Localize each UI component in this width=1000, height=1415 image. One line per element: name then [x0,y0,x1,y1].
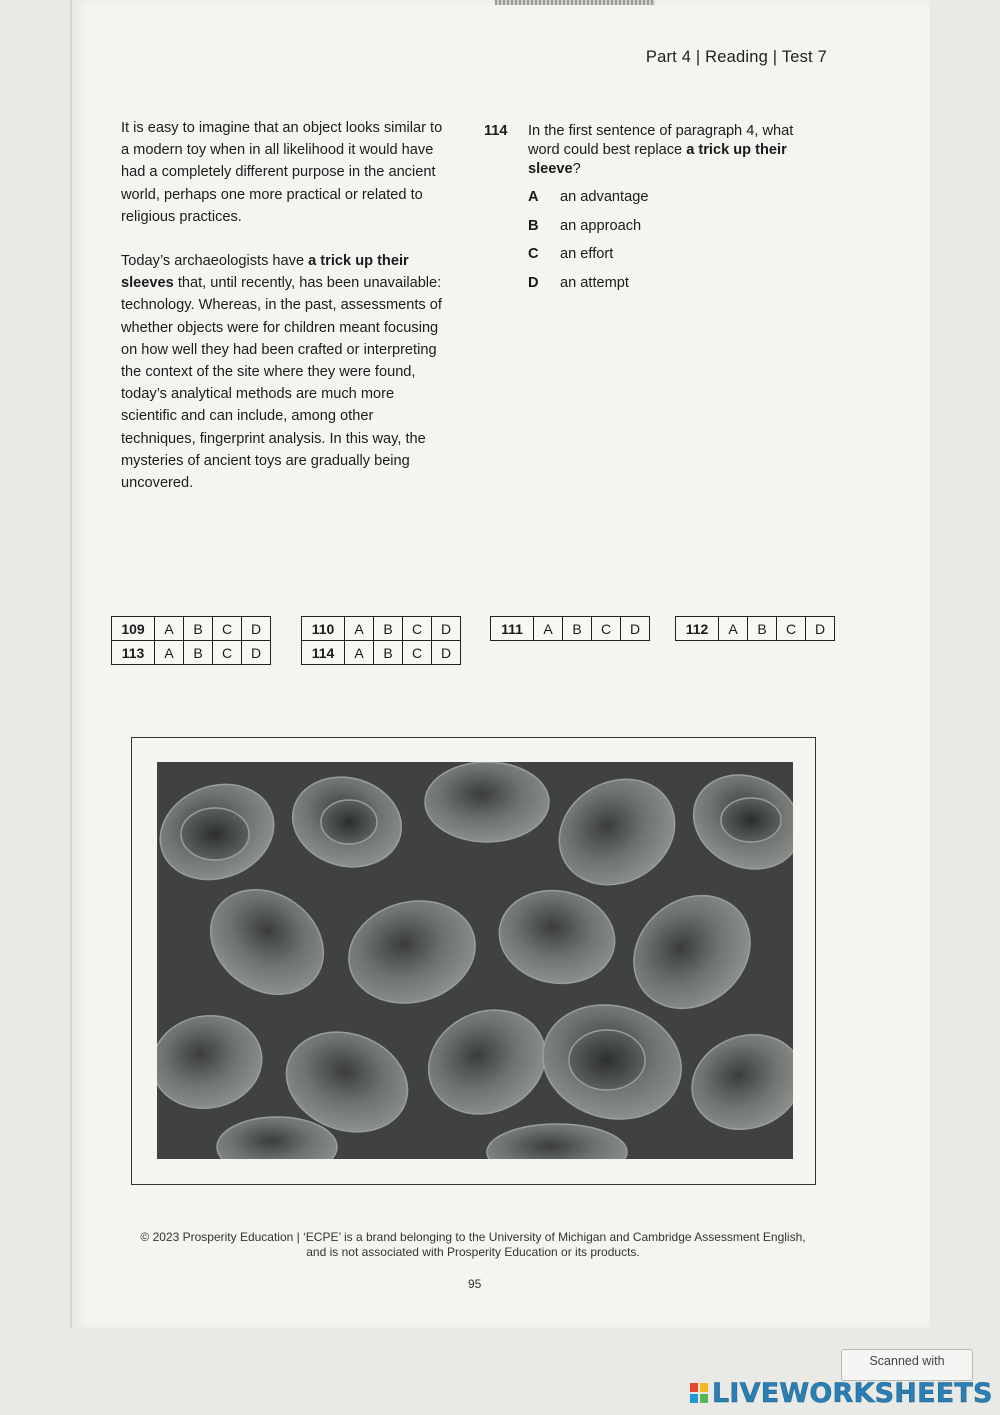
answer-choice-d[interactable]: D [432,641,461,665]
paragraph-2-highlight: a trick up their sleeves [121,253,409,292]
answer-box-group-3 [490,616,650,641]
answer-choice-c[interactable]: C [213,641,242,665]
option-letter: C [528,246,539,262]
option-letter: D [528,274,539,291]
answer-choice-a[interactable]: A [345,641,374,665]
passage-paragraph-1: It is easy to imagine that an object looks similar to a modern toy when in all likelihood it would have had a completely different purpose in the ancient world, perhaps one more practical or related to religious practices. [121,120,443,225]
scanner-badge: Scanned with [841,1349,973,1381]
copyright-line-1: © 2023 Prosperity Education | ‘ECPE’ is a brand belonging to the University of Michigan and Cambridge Assessment English, [140,1230,806,1244]
answer-choice-b[interactable]: B [563,617,592,641]
answer-box-group-2 [301,616,461,665]
answer-row-112 [676,617,835,641]
answer-choice-b[interactable]: B [184,617,213,641]
option-c[interactable] [528,245,648,274]
passage-paragraph-2 [121,250,451,494]
answer-choice-d[interactable]: D [806,617,835,641]
option-text: an attempt [560,274,629,291]
option-d[interactable] [528,274,648,303]
copyright-line-2: and is not associated with Prosperity Education or its products. [306,1245,640,1259]
answer-choice-c[interactable]: C [403,617,432,641]
answer-row-110 [302,617,461,641]
answer-choice-c[interactable]: C [777,617,806,641]
page-number: 95 [468,1277,482,1291]
answer-choice-d[interactable]: D [242,617,271,641]
answer-choice-b[interactable]: B [374,641,403,665]
question-number: 114 [484,123,508,139]
answer-number: 112 [676,617,719,641]
brand-text: LIVEWORKSHEETS [712,1377,993,1409]
answer-choice-c[interactable]: C [592,617,621,641]
option-letter: B [528,217,539,234]
reading-passage [121,117,451,516]
answer-number: 113 [112,641,155,665]
answer-choice-a[interactable]: A [155,641,184,665]
answer-choice-b[interactable]: B [374,617,403,641]
answer-number: 111 [491,617,534,641]
question-text-start: In the first sentence of paragraph 4, what word could best replace [528,123,794,158]
answer-row-114 [302,641,461,665]
answer-row-113 [112,641,271,665]
paragraph-2-text: Today’s archaeologists have [121,253,309,270]
question-text-end: ? [572,161,581,177]
answer-box-group-1 [111,616,271,665]
option-b[interactable] [528,217,648,246]
answer-choice-a[interactable]: A [155,617,184,641]
answer-number: 109 [112,617,155,641]
answer-box-group-4 [675,616,835,641]
question-text [528,122,818,179]
answer-choice-d[interactable]: D [242,641,271,665]
answer-choice-b[interactable]: B [184,641,213,665]
answer-choice-a[interactable]: A [534,617,563,641]
copyright-footer [128,1230,818,1260]
answer-row-111 [491,617,650,641]
paragraph-2-text-end: that, until recently, has been unavailable: technology. Whereas, in the past, assessments of whether objects were for children meant focusing on how well they had been crafted or interpreting the context of the site where they were found, today’s analytical methods are much more scientific and can include, among other techniques, fingerprint analysis. In this way, the mysteries of ancient toys are gradually being uncovered. [121,275,442,492]
option-text: an approach [560,217,642,234]
option-a[interactable] [528,188,648,217]
answer-choice-d[interactable]: D [432,617,461,641]
answer-choice-c[interactable]: C [403,641,432,665]
answer-choice-a[interactable]: A [345,617,374,641]
answer-choice-a[interactable]: A [719,617,748,641]
option-text: an advantage [560,189,649,205]
question-text-highlight: a trick up their sleeve [528,142,787,177]
page-header: Part 4 | Reading | Test 7 [645,48,827,66]
answer-row-109 [112,617,271,641]
clay-lamps-illustration [157,762,793,1159]
option-letter: A [528,189,539,205]
answer-number: 114 [302,641,345,665]
answer-choice-c[interactable]: C [213,617,242,641]
clay-lamps-photo [157,762,793,1159]
answer-choice-d[interactable]: D [621,617,650,641]
liveworksheets-logo-icon [690,1381,710,1405]
answer-number: 110 [302,617,345,641]
liveworksheets-brand[interactable] [690,1375,993,1411]
option-text: an effort [560,246,614,262]
answer-options [528,188,648,302]
answer-choice-b[interactable]: B [748,617,777,641]
